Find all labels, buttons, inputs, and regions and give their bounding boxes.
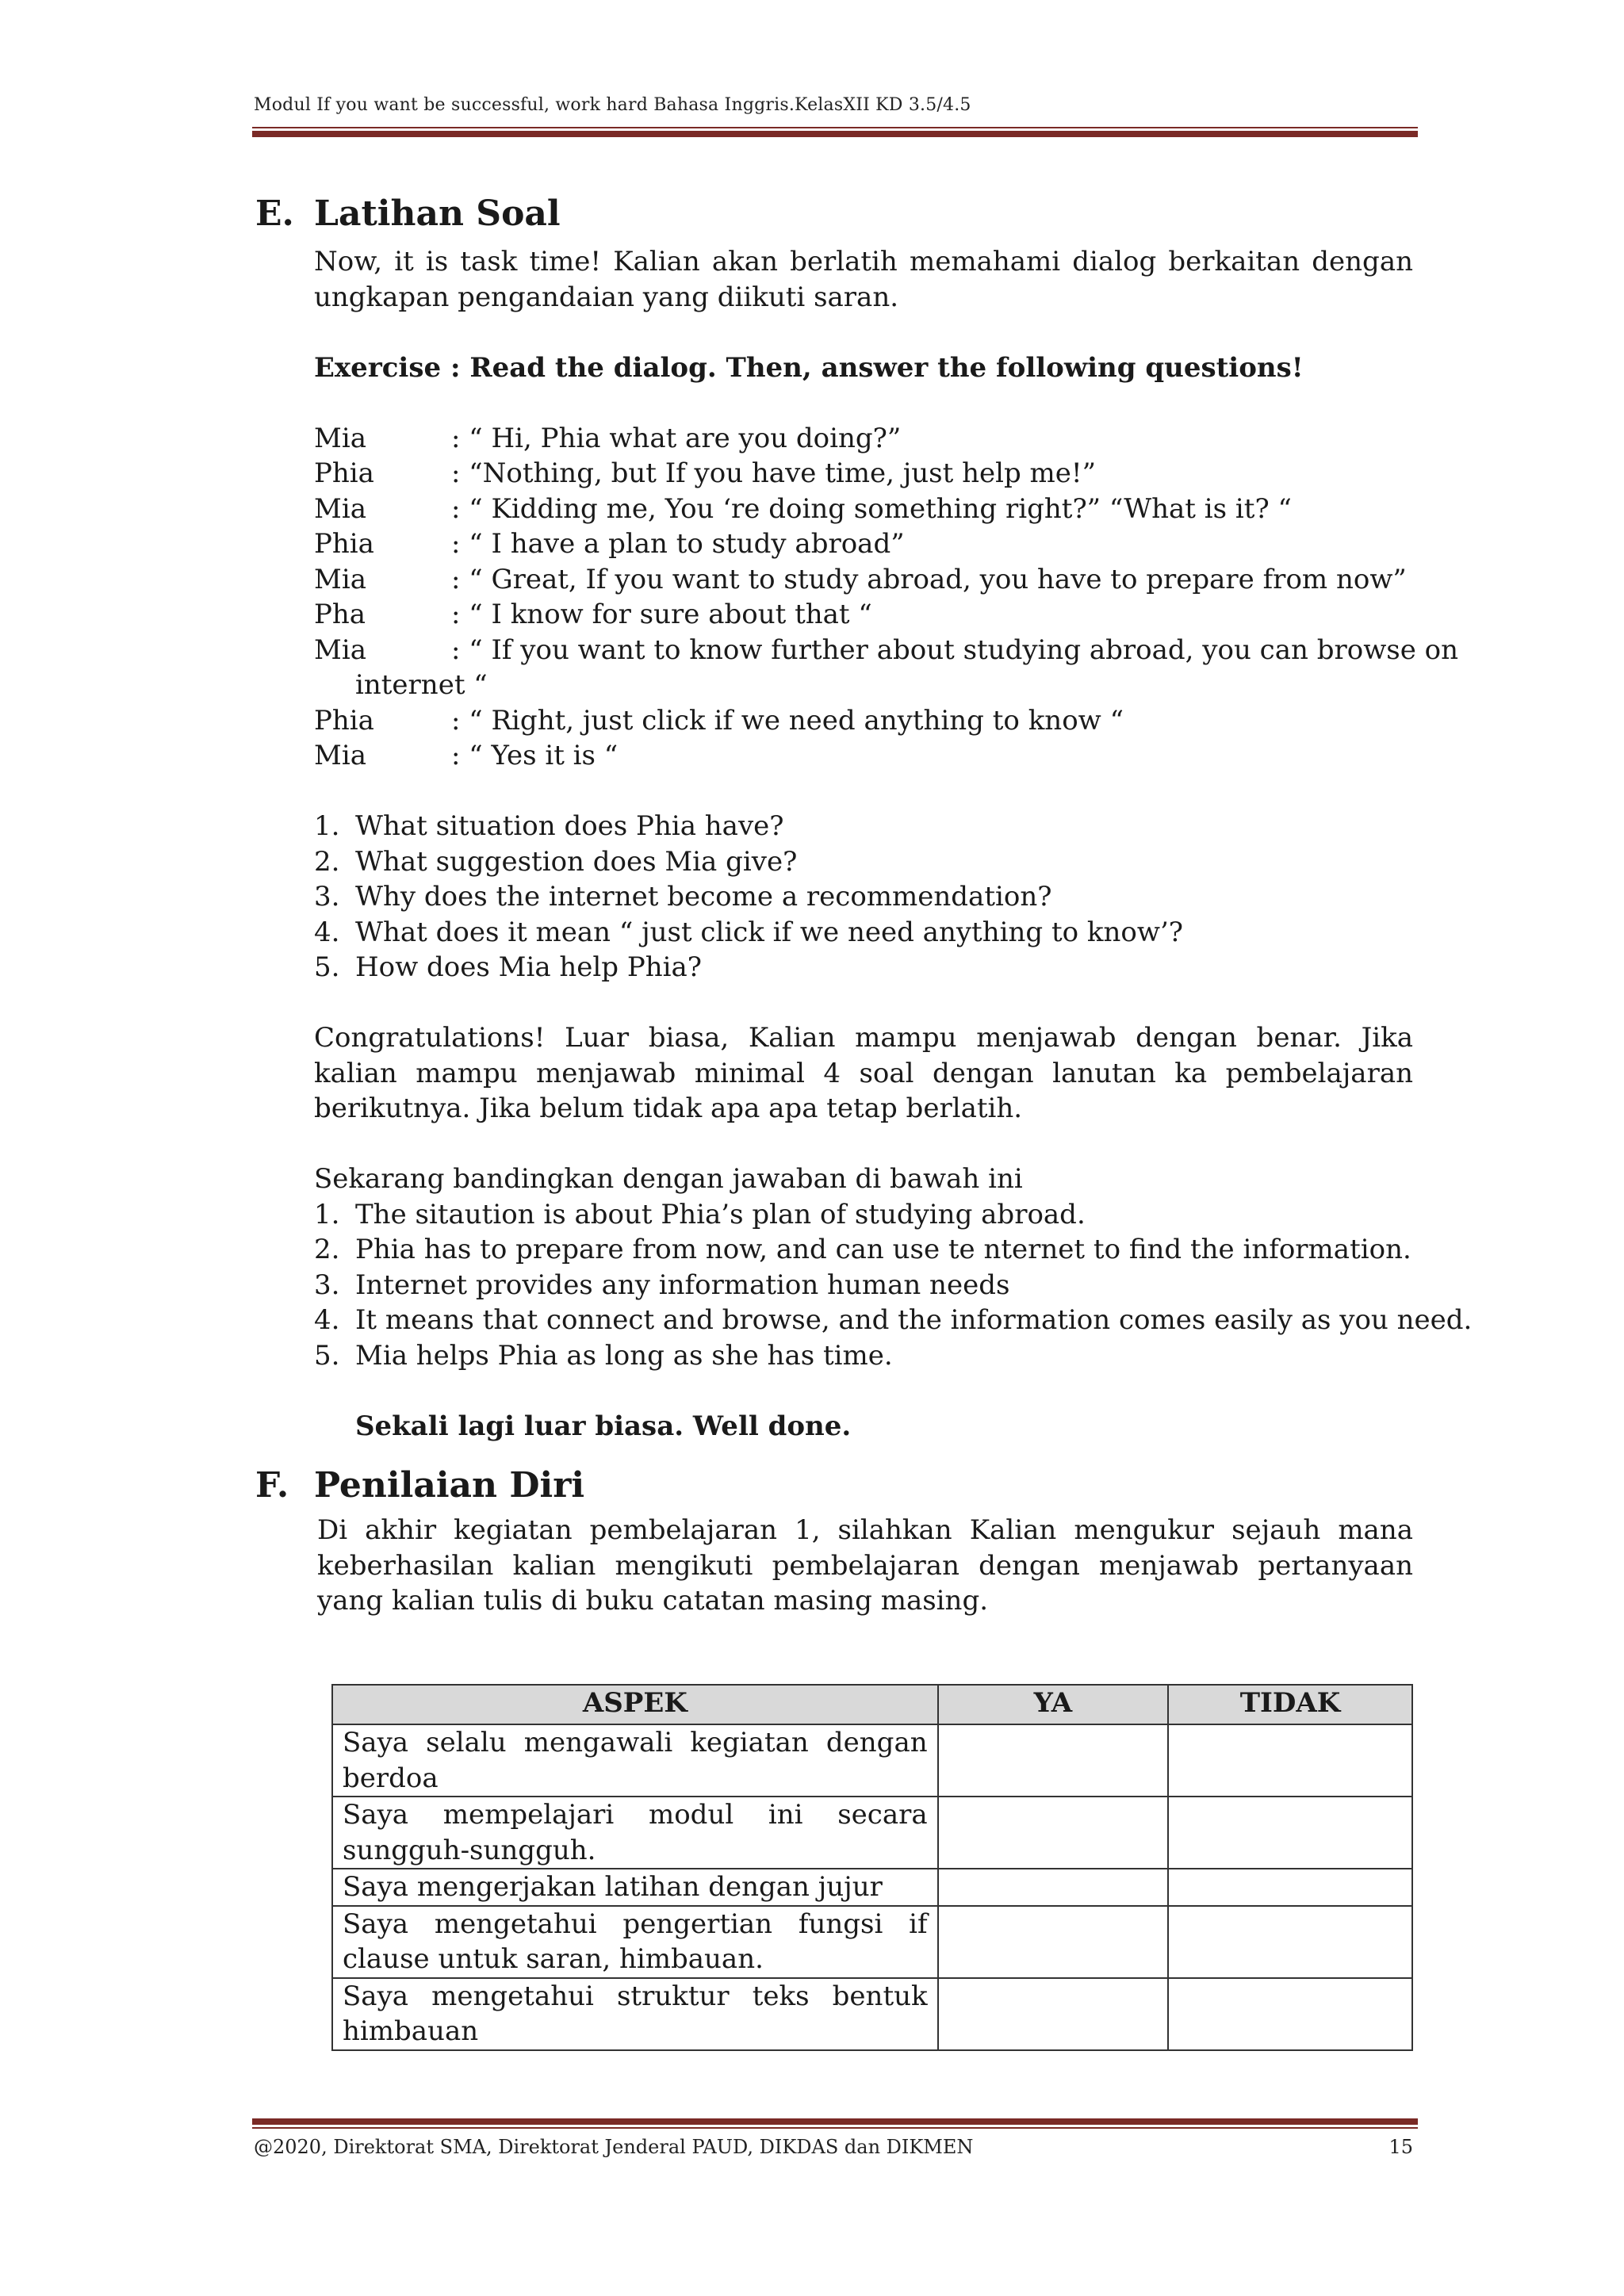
list-item: 3. Why does the internet become a recommendation? <box>314 881 1052 913</box>
congrats-paragraph: Congratulations! Luar biasa, Kalian mampu menjawab dengan benar. Jika kalian mampu menjawab minimal 4 soal dengan lanutan ka pembelajaran berikutnya. Jika belum tidak apa apa tetap berlatih. <box>314 1022 1413 1124</box>
dialog-text: : “ Yes it is “ <box>451 740 619 771</box>
footer-rule-thin <box>252 2127 1418 2129</box>
dialog-continuation: internet “ <box>355 669 488 701</box>
aspek-cell: Saya mempelajari modul ini secara sungguh-sungguh. <box>332 1797 938 1869</box>
question-text: What suggestion does Mia give? <box>355 845 798 878</box>
dialog-line <box>314 738 1413 774</box>
answer-text: It means that connect and browse, and the information comes easily as you need. <box>355 1304 1473 1336</box>
dialog-speaker: Phia <box>314 528 374 560</box>
ya-cell[interactable] <box>938 1906 1168 1978</box>
dialog-speaker: Phia <box>314 704 374 737</box>
dialog-speaker: Mia <box>314 422 366 454</box>
table-row <box>332 1724 1412 1797</box>
answer-text: Phia has to prepare from now, and can use te nternet to find the information. <box>355 1234 1411 1265</box>
section-f-letter: F. <box>255 1465 289 1506</box>
question-text: Why does the internet become a recommendation? <box>355 881 1052 913</box>
footer-copyright: @2020, Direktorat SMA, Direktorat Jenderal PAUD, DIKDAS dan DIKMEN <box>254 2136 974 2158</box>
list-item: 4. What does it mean “ just click if we need anything to know’? <box>314 916 1184 948</box>
page-header-title: Modul If you want be successful, work hard Bahasa Inggris.KelasXII KD 3.5/4.5 <box>254 95 971 115</box>
answers-list <box>314 1197 1473 1374</box>
list-item: 2. What suggestion does Mia give? <box>314 845 798 878</box>
header-tidak: TIDAK <box>1168 1685 1412 1724</box>
answer-text: Mia helps Phia as long as she has time. <box>355 1339 893 1372</box>
dialog-line <box>314 597 1413 633</box>
dialog-text: : “ Hi, Phia what are you doing?” <box>451 422 902 454</box>
section-e-intro: Now, it is task time! Kalian akan berlatih memahami dialog berkaitan dengan ungkapan pengandaian yang diikuti saran. <box>314 246 1413 313</box>
dialog-text: : “ Right, just click if we need anything to know “ <box>451 704 1124 737</box>
table-header-row <box>332 1685 1412 1724</box>
section-f-title: Penilaian Diri <box>314 1465 585 1506</box>
compare-intro: Sekarang bandingkan dengan jawaban di bawah ini <box>314 1163 1023 1195</box>
list-item: 4. It means that connect and browse, and the information comes easily as you need. <box>314 1304 1473 1336</box>
tidak-cell[interactable] <box>1168 1869 1412 1906</box>
table-row <box>332 1906 1412 1978</box>
ya-cell[interactable] <box>938 1797 1168 1869</box>
list-item: 1. What situation does Phia have? <box>314 810 784 842</box>
page-number: 15 <box>1388 2136 1413 2158</box>
dialog-speaker: Mia <box>314 740 366 771</box>
table-row <box>332 1869 1412 1906</box>
dialog-line <box>314 633 1459 668</box>
dialog-speaker: Pha <box>314 599 366 630</box>
dialog-text: : “ Kidding me, You ‘re doing something right?” “What is it? “ <box>451 492 1292 525</box>
exercise-heading: Exercise : Read the dialog. Then, answer the following questions! <box>314 351 1304 384</box>
question-text: What does it mean “ just click if we need anything to know’? <box>355 916 1184 948</box>
dialog-text: : “ I know for sure about that “ <box>451 599 872 630</box>
list-item: 1. The sitaution is about Phia’s plan of studying abroad. <box>314 1198 1086 1230</box>
header-rule-thin <box>252 127 1418 128</box>
table-row <box>332 1797 1412 1869</box>
list-item: 5. How does Mia help Phia? <box>314 951 703 983</box>
list-item: 5. Mia helps Phia as long as she has time. <box>314 1339 893 1372</box>
dialog-line <box>314 456 1413 492</box>
dialog-line <box>314 703 1413 739</box>
self-assessment-table <box>331 1684 1413 2051</box>
tidak-cell[interactable] <box>1168 1724 1412 1797</box>
dialog-speaker: Mia <box>314 492 366 525</box>
aspek-cell: Saya mengerjakan latihan dengan jujur <box>332 1869 938 1906</box>
question-text: What situation does Phia have? <box>355 810 784 842</box>
tidak-cell[interactable] <box>1168 1797 1412 1869</box>
section-f-intro: Di akhir kegiatan pembelajaran 1, silahkan Kalian mengukur sejauh mana keberhasilan kalian mengikuti pembelajaran dengan menjawab pertanyaan yang kalian tulis di buku catatan masing masing. <box>317 1514 1413 1617</box>
footer-rule-thick <box>252 2118 1418 2125</box>
dialog-speaker: Mia <box>314 563 366 595</box>
closing-text: Sekali lagi luar biasa. Well done. <box>355 1410 852 1442</box>
list-item: 3. Internet provides any information human needs <box>314 1269 1010 1301</box>
header-ya: YA <box>938 1685 1168 1724</box>
dialog-text: : “ Great, If you want to study abroad, you have to prepare from now” <box>451 563 1407 595</box>
section-e-letter: E. <box>255 193 294 234</box>
section-e-body <box>314 244 1473 1444</box>
ya-cell[interactable] <box>938 1724 1168 1797</box>
dialog <box>314 421 1459 774</box>
dialog-text: : “ If you want to know further about studying abroad, you can browse on <box>451 633 1459 666</box>
tidak-cell[interactable] <box>1168 1978 1412 2050</box>
dialog-line <box>314 562 1413 598</box>
answer-text: The sitaution is about Phia’s plan of studying abroad. <box>355 1198 1086 1230</box>
dialog-text: : “ I have a plan to study abroad” <box>451 528 905 560</box>
header-aspek: ASPEK <box>332 1685 938 1724</box>
section-e-heading <box>255 193 561 234</box>
list-item: 2. Phia has to prepare from now, and can use te nternet to find the information. <box>314 1234 1411 1265</box>
table-row <box>332 1978 1412 2050</box>
aspek-cell: Saya mengetahui struktur teks bentuk himbauan <box>332 1978 938 2050</box>
dialog-text: : “Nothing, but If you have time, just help me!” <box>451 457 1096 489</box>
dialog-speaker: Phia <box>314 457 374 489</box>
ya-cell[interactable] <box>938 1978 1168 2050</box>
section-e-title: Latihan Soal <box>314 193 561 234</box>
answer-text: Internet provides any information human needs <box>355 1269 1010 1301</box>
questions-list <box>314 809 1413 985</box>
dialog-speaker: Mia <box>314 633 366 666</box>
aspek-cell: Saya mengetahui pengertian fungsi if clause untuk saran, himbauan. <box>332 1906 938 1978</box>
section-f-heading <box>255 1465 584 1506</box>
ya-cell[interactable] <box>938 1869 1168 1906</box>
dialog-line <box>314 421 1413 457</box>
header-rule-thick <box>252 131 1418 137</box>
question-text: How does Mia help Phia? <box>355 951 703 983</box>
aspek-cell: Saya selalu mengawali kegiatan dengan berdoa <box>332 1724 938 1797</box>
tidak-cell[interactable] <box>1168 1906 1412 1978</box>
dialog-line <box>314 526 1413 562</box>
dialog-line <box>314 492 1413 527</box>
